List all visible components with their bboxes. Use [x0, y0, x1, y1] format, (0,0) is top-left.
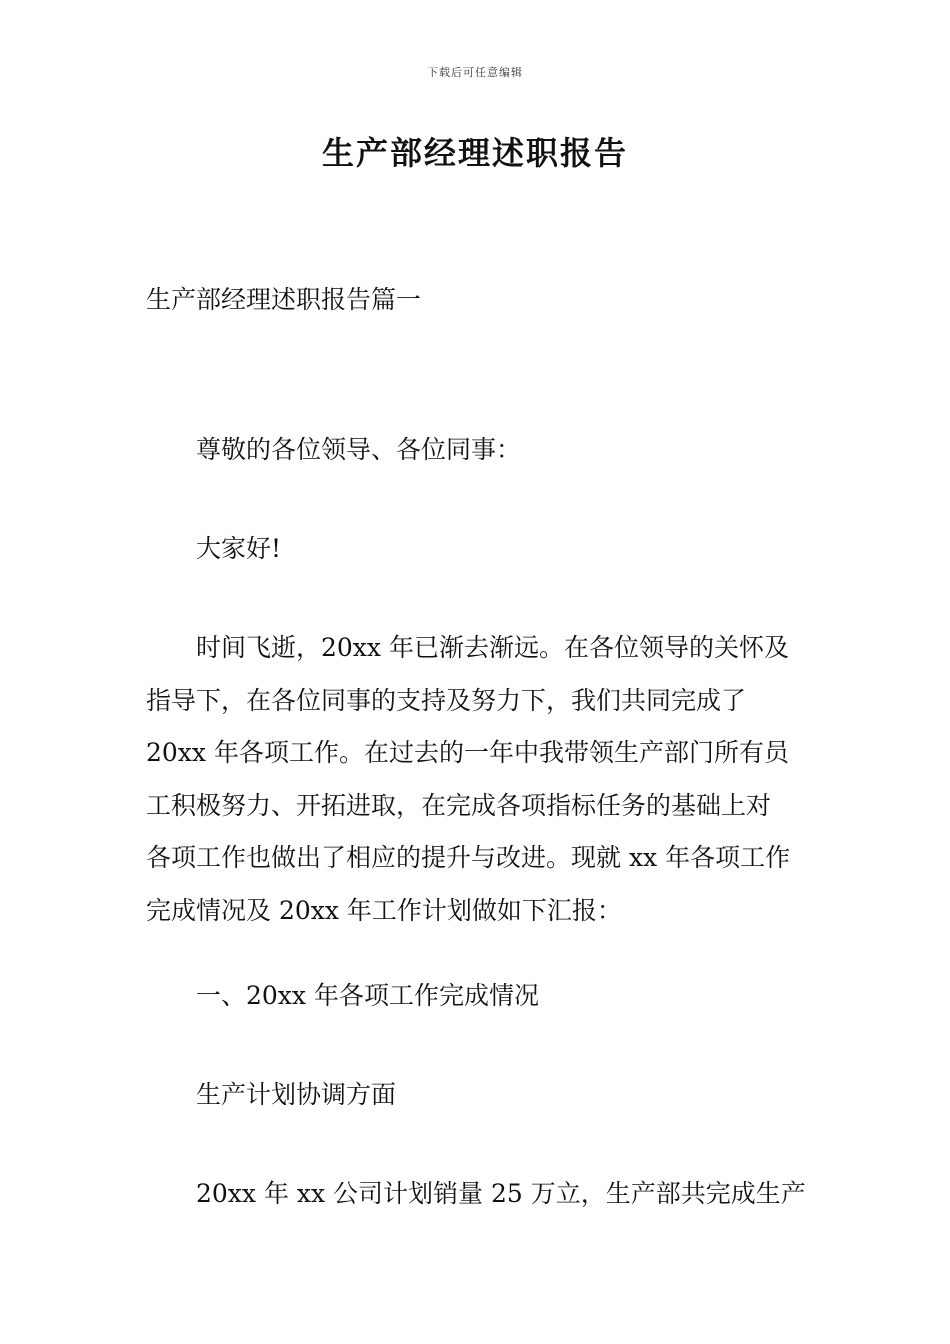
document-title: 生产部经理述职报告 — [321, 134, 628, 172]
paragraph-line: 工积极努力、开拓进取，在完成各项指标任务的基础上对 — [146, 790, 772, 820]
salutation: 尊敬的各位领导、各位同事： — [196, 435, 522, 464]
paragraph-line: 时间飞逝，20xx 年已渐去渐远。在各位领导的关怀及 — [146, 633, 789, 662]
paragraph-line: 完成情况及 20xx 年工作计划做如下汇报： — [146, 895, 622, 925]
paragraph-line: 指导下，在各位同事的支持及努力下，我们共同完成了 — [146, 685, 747, 715]
greeting: 大家好! — [196, 534, 282, 563]
body-paragraph — [146, 622, 808, 938]
paragraph-line: 20xx 年各项工作。在过去的一年中我带领生产部门所有员 — [146, 738, 789, 768]
paragraph-line: 各项工作也做出了相应的提升与改进。现就 xx 年各项工作 — [146, 843, 791, 873]
section-heading: 生产部经理述职报告篇一 — [146, 285, 422, 314]
subheading-planning: 生产计划协调方面 — [196, 1080, 397, 1109]
header-note: 下载后可任意编辑 — [427, 66, 523, 79]
paragraph-start-line: 20xx 年 xx 公司计划销量 25 万立，生产部共完成生产 — [196, 1179, 806, 1208]
subheading-completion: 一、20xx 年各项工作完成情况 — [196, 981, 539, 1010]
